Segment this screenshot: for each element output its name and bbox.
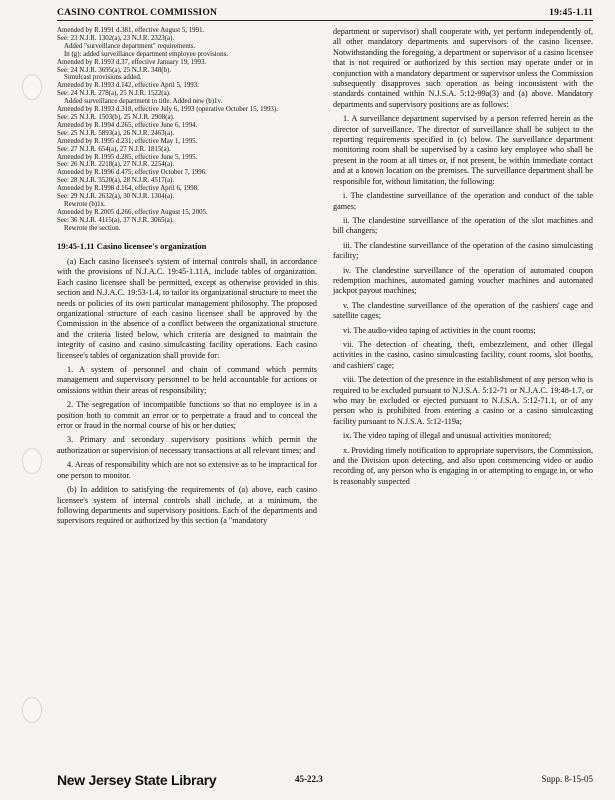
history-line: Rewrote the section. — [64, 224, 121, 232]
paragraph-a: (a) Each casino licensee's system of internal controls shall, in accordance with the provisions of N.J.A.C. 19:45-1.11A, include tables of organization. Each casino licensee shall be permitted, except as otherwise provided in this section and N.J.A.C. 19:53-1.4, to tailor its organizational structure to meet the needs or policies of its own particular management philosophy. The proposed organizational structure of each casino licensee shall be approved by the Commission in the absence of a conflict between the organizational structure and the criteria listed below, which criteria are designed to maintain the integrity of casino and casino simulcasting facility operations. Each casino licensee's tables of organization shall provide for: — [57, 256, 317, 360]
history-line: Amended by R.1991 d.381, effective August 5, 1991. — [57, 27, 205, 34]
page-number: 45-22.3 — [295, 774, 323, 784]
sub-item: v. The clandestine surveillance of the operation of the cashiers' cage and satellite cages; — [333, 300, 593, 321]
list-item: 3. Primary and secondary supervisory positions which permit the authorization or supervision of necessary transactions at all relevant times; and — [57, 435, 317, 455]
list-item: 4. Areas of responsibility which are not so extensive as to be impractical for one person to monitor. — [57, 460, 317, 480]
history-line: Rewrote (b)1x. — [64, 200, 106, 208]
history-line: Added surveillance department to title. Added new (b)1v. — [64, 98, 223, 106]
history-line: See: 27 N.J.R. 654(a), 27 N.J.R. 1815(a). — [57, 145, 171, 153]
sub-item: viii. The detection of the presence in the establishment of any person who is required to be excluded pursuant to N.J.S.A. 5:12-71 or N.J.A.C. 19:48-1.7, or who may be excluded or ejected pursuant to N.J.S.A. 5:12-71.1, or of any person who is prohibited from entering a casino or a casino simulcasting facility pursuant to N.J.S.A. 5:12-119a; — [333, 375, 593, 426]
list-item: 2. The segregation of incompatible functions so that no employee is in a position both to commit an error or to perpetrate a fraud and to conceal the error or fraud in the normal course of his or her duties; — [57, 400, 317, 431]
history-line: Amended by R.1993 d.37, effective January 19, 1993. — [57, 58, 207, 66]
history-line: Amended by R.1993 d.318, effective July 6, 1993 (operative October 15, 1993). — [57, 106, 278, 114]
header-title: CASINO CONTROL COMMISSION — [57, 7, 218, 18]
history-line: See: 26 N.J.R. 2218(a), 27 N.J.R. 2254(a). — [57, 161, 175, 169]
paragraph-b-continued: department or supervisor) shall cooperate with, yet perform independently of, all other mandatory departments and supervisors of the casino licensee. Notwithstanding the foregoing, a department or supervisor of a casino licensee that is not required or authorized by this section may operate under or in conjunction with a mandatory department or supervisor unless the Commission subsequently disapproves such operation as being inconsistent with the standards contained within N.J.S.A. 5:12-99a(3) and (a) above. Mandatory departments and supervisory positions are as follows: — [333, 27, 593, 109]
history-line: See: 24 N.J.R. 3695(a), 25 N.J.R. 348(b). — [57, 66, 172, 74]
sub-item: ii. The clandestine surveillance of the operation of the slot machines and bill changers; — [333, 215, 593, 236]
history-line: See: 24 N.J.R. 278(a), 25 N.J.R. 1522(a). — [57, 90, 171, 98]
sub-item: ix. The video taping of illegal and unusual activities monitored; — [343, 431, 552, 441]
binder-hole-bottom — [22, 697, 42, 723]
supplement-date: Supp. 8-15-05 — [541, 774, 593, 784]
header-section-number: 19:45-1.11 — [549, 7, 593, 18]
paragraph-b: (b) In addition to satisfying the requirements of (a) above, each casino licensee's system of internal controls shall include, at a minimum, the following departments and supervisory positions. Each of the departments and supervisors required or authorized by this section (a "mandatory — [57, 485, 317, 526]
binder-hole-top — [22, 74, 42, 100]
sub-item: vii. The detection of cheating, theft, embezzlement, and other illegal activities in the casino, casino simulcasting facility, count rooms, slot booths, and cashiers' cage; — [333, 339, 593, 370]
history-line: See: 36 N.J.R. 4115(a), 37 N.J.R. 3065(a). — [57, 216, 174, 224]
running-header — [57, 6, 593, 21]
sub-item: i. The clandestine surveillance of the operation and conduct of the table games; — [333, 191, 593, 211]
history-line: See: 23 N.J.R. 1302(a), 23 N.J.R. 2323(a). — [57, 34, 175, 42]
history-line: Amended by R.1996 d.475, effective October 7, 1996. — [57, 169, 207, 177]
sub-item: iii. The clandestine surveillance of the operation of the casino simulcasting facility; — [333, 240, 593, 261]
history-line: Amended by R.1993 d.142, effective April 5, 1993. — [57, 82, 199, 90]
history-line: Simulcast provisions added. — [64, 74, 142, 82]
history-line: Amended by R.1995 d.285, effective June 5, 1995. — [57, 153, 198, 161]
history-notes — [57, 27, 317, 233]
sub-item: iv. The clandestine surveillance of the operation of automated coupon redemption machines, automated gaming voucher machines and automated jackpot payout machines; — [333, 265, 593, 296]
right-column — [333, 27, 593, 491]
section-title: 19:45-1.11 Casino licensee's organization — [57, 240, 207, 251]
sub-item: x. Providing timely notification to appropriate supervisors, the Commission, and the Division upon detecting, and also upon commencing video or audio recording of, any person who is engaging in or attempting to engage in, or who is reasonably suspected — [333, 445, 593, 486]
history-line: See: 25 N.J.R. 1503(b), 25 N.J.R. 2908(a). — [57, 113, 175, 121]
history-line: Added "surveillance department" requirements. — [64, 42, 196, 50]
history-line: See: 29 N.J.R. 2632(a), 30 N.J.R. 1304(a). — [57, 193, 175, 201]
binder-hole-middle — [22, 448, 42, 474]
history-line: Amended by R.1994 d.265, effective June 6, 1994. — [57, 121, 198, 129]
history-line: Amended by R.1998 d.164, effective April 6, 1998. — [57, 185, 199, 193]
list-item: 1. A system of personnel and chain of command which permits management and supervisory personnel to be held accountable for actions or omissions within their areas of responsibility; — [57, 365, 317, 395]
sub-item: vi. The audio-video taping of activities in the count rooms; — [343, 325, 536, 335]
history-line: See: 25 N.J.R. 5893(a), 26 N.J.R. 2463(a). — [57, 129, 175, 137]
page-footer — [57, 772, 593, 792]
library-stamp: New Jersey State Library — [57, 772, 217, 788]
history-line: Amended by R.1995 d.231, effective May 1, 1995. — [57, 137, 198, 145]
history-line: Amended by R.2005 d.266, effective August 15, 2005. — [57, 208, 208, 216]
list-item: 1. A surveillance department supervised by a person referred herein as the director of surveillance. The director of surveillance shall be subject to the reporting requirements specified in (c) below. The surveillance department monitoring room shall be supervised by a casino key employee who shall be present in the room at all times or, if not present, be within immediate contact and at a known location on the premises. The surveillance department shall be responsible for, without limitation, the following: — [333, 114, 593, 186]
left-column — [57, 27, 317, 531]
history-line: See: 28 N.J.R. 3520(a), 28 N.J.R. 4517(a). — [57, 177, 175, 185]
history-line: In (g): added surveillance department employee provisions. — [64, 50, 228, 58]
